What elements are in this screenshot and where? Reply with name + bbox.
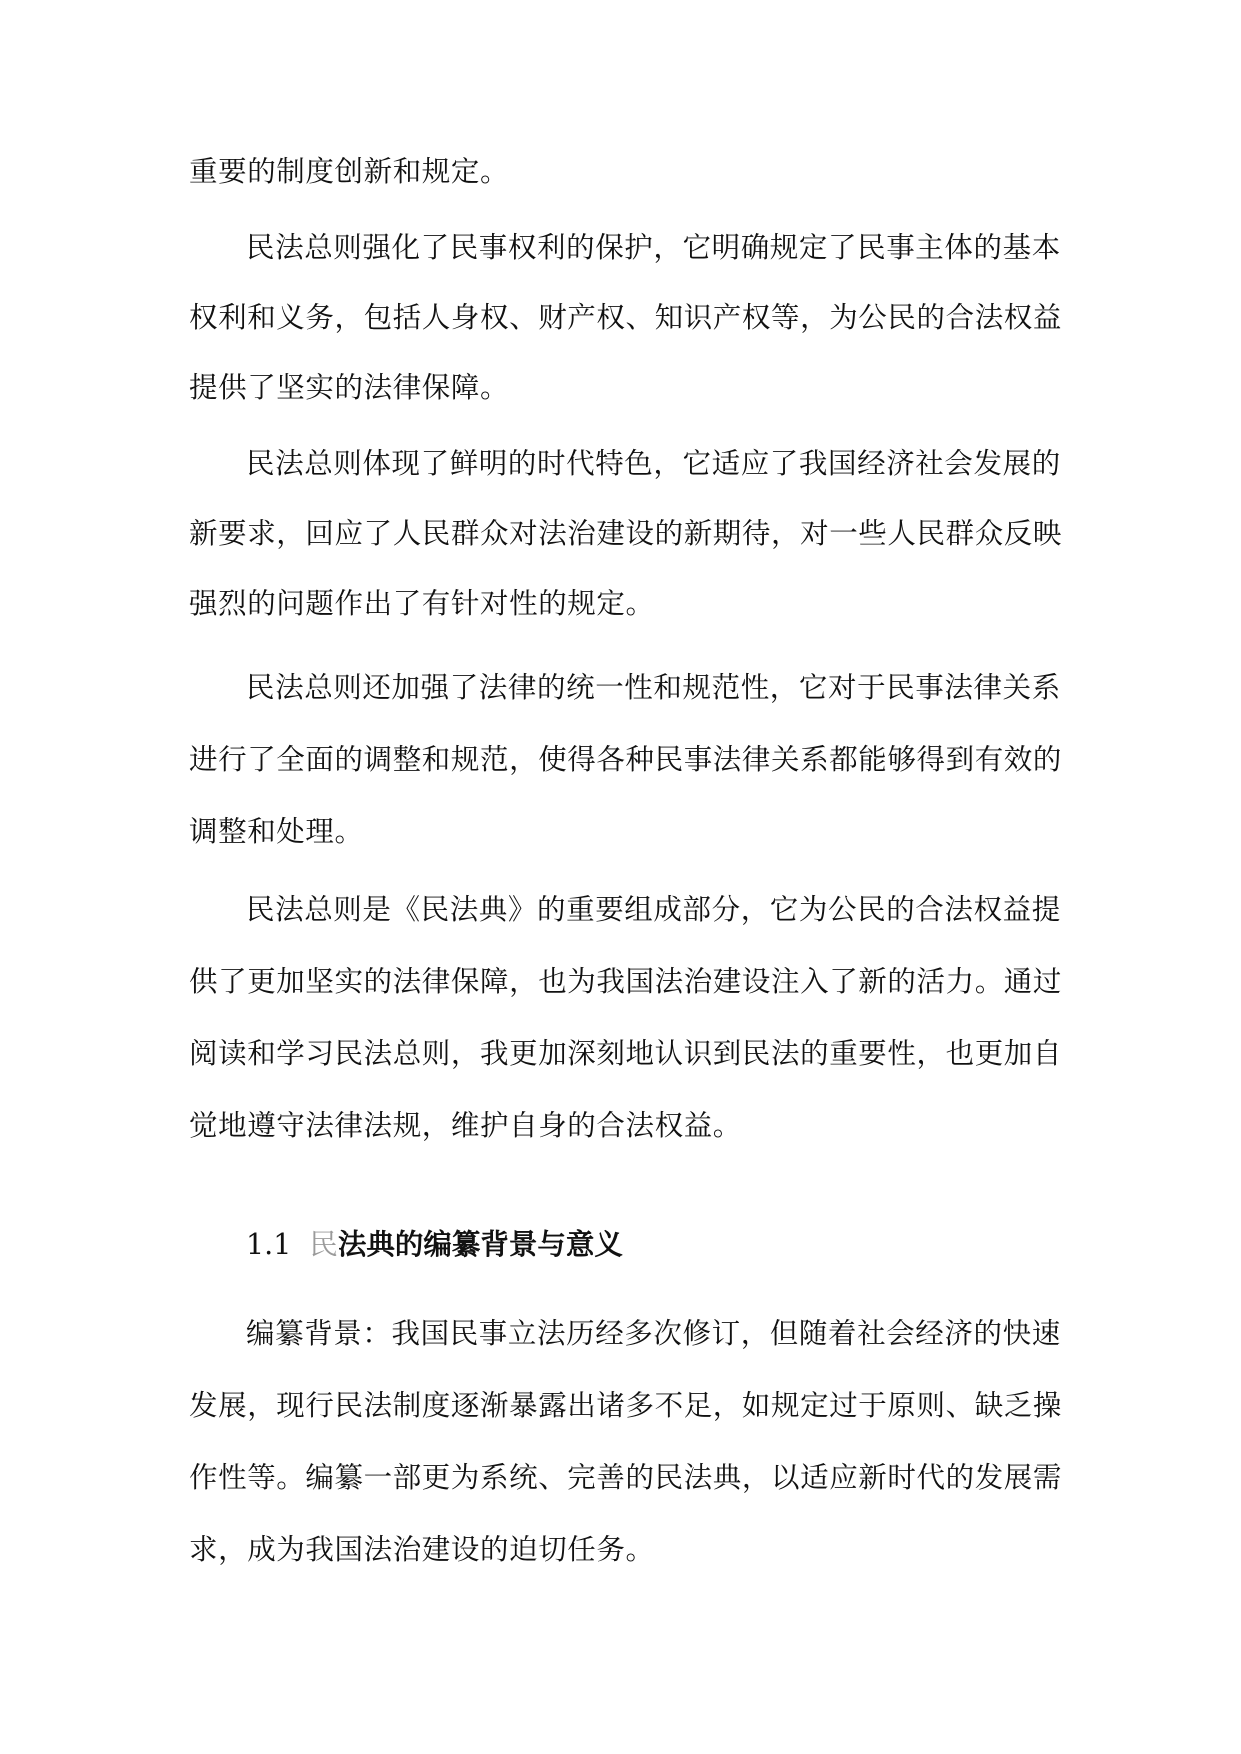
paragraph-line: 发展，现行民法制度逐渐暴露出诸多不足，如规定过于原则、缺乏操	[189, 1389, 1063, 1422]
paragraph-line: 新要求，回应了人民群众对法治建设的新期待，对一些人民群众反映	[189, 517, 1063, 550]
section-title: 法典的编纂背景与意义	[337, 1228, 623, 1261]
paragraph-line: 民法总则强化了民事权利的保护，它明确规定了民事主体的基本	[246, 231, 1061, 264]
paragraph-line: 提供了坚实的法律保障。	[189, 371, 510, 404]
section-heading	[246, 1225, 623, 1265]
paragraph-line: 供了更加坚实的法律保障，也为我国法治建设注入了新的活力。通过	[189, 965, 1063, 998]
paragraph-line: 权利和义务，包括人身权、财产权、知识产权等，为公民的合法权益	[189, 301, 1063, 334]
paragraph-line: 调整和处理。	[189, 815, 364, 848]
paragraph-line: 强烈的问题作出了有针对性的规定。	[189, 587, 655, 620]
paragraph-line: 重要的制度创新和规定。	[189, 155, 510, 188]
paragraph-line: 编纂背景：我国民事立法历经多次修订，但随着社会经济的快速	[246, 1317, 1061, 1350]
paragraph-line: 进行了全面的调整和规范，使得各种民事法律关系都能够得到有效的	[189, 743, 1063, 776]
section-number: 1.1	[246, 1228, 292, 1261]
paragraph-line: 民法总则体现了鲜明的时代特色，它适应了我国经济社会发展的	[246, 447, 1061, 480]
paragraph-line: 民法总则是《民法典》的重要组成部分，它为公民的合法权益提	[246, 893, 1061, 926]
paragraph-line: 民法总则还加强了法律的统一性和规范性，它对于民事法律关系	[246, 671, 1061, 704]
section-title-first-char: 民	[309, 1228, 338, 1261]
paragraph-line: 阅读和学习民法总则，我更加深刻地认识到民法的重要性，也更加自	[189, 1037, 1063, 1070]
paragraph-line: 求，成为我国法治建设的迫切任务。	[189, 1533, 655, 1566]
paragraph-line: 觉地遵守法律法规，维护自身的合法权益。	[189, 1109, 742, 1142]
paragraph-line: 作性等。编纂一部更为系统、完善的民法典，以适应新时代的发展需	[189, 1461, 1063, 1494]
